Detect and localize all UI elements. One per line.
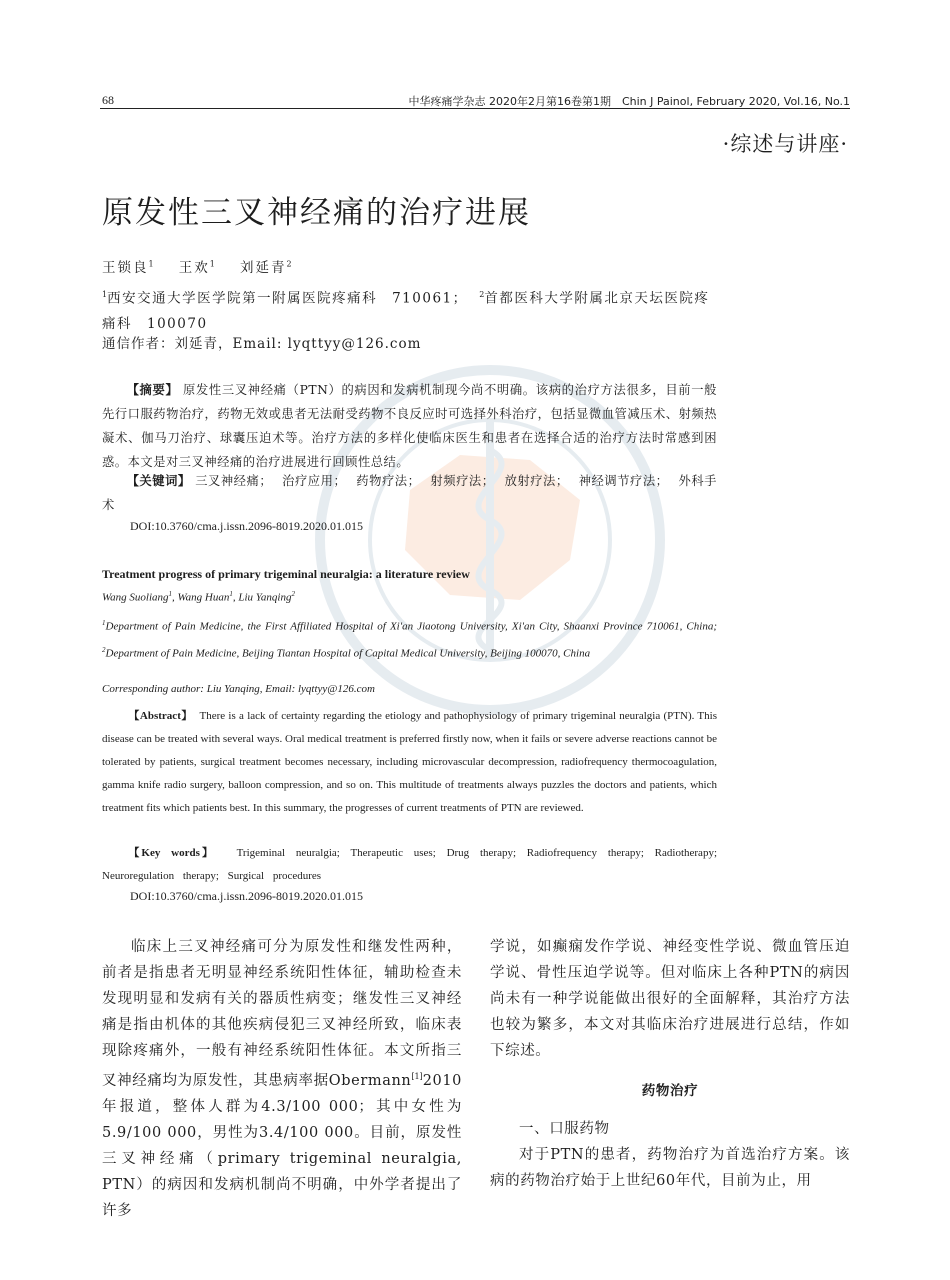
- author-name: 刘延青: [240, 260, 287, 276]
- keyword: 三叉神经痛；: [195, 474, 273, 488]
- authors-zh: [102, 256, 292, 276]
- keyword: 治疗应用；: [282, 474, 347, 488]
- affil-text: 西安交通大学医学院第一附属医院疼痛科 710061；: [107, 290, 468, 307]
- citation-ref[interactable]: [1]: [411, 1072, 423, 1081]
- abstract-zh: [102, 378, 717, 474]
- affil-sup: 2: [479, 290, 485, 299]
- body-text: 临床上三叉神经痛可分为原发性和继发性两种，前者是指患者无明显神经系统阳性体征，辅助检查未发现明显和发病有关的器质性病变；继发性三叉神经痛是指由机体的其他疾病侵犯三叉神经所致，临床表现除疼痛外，一般有神经系统阳性体征。本文所指三叉神经痛均为原发性，其患病率据Obermann: [102, 939, 462, 1089]
- affil-sup: 1: [102, 290, 108, 299]
- author-sup: 1: [209, 259, 215, 269]
- affiliation-en: [102, 612, 717, 665]
- author-sup: 1: [168, 590, 173, 598]
- doi-en[interactable]: DOI:10.3760/cma.j.issn.2096-8019.2020.01.015: [130, 889, 363, 903]
- article-title-en: Treatment progress of primary trigeminal neuralgia: a literature review: [102, 567, 470, 581]
- abstract-en: [102, 705, 717, 820]
- section-label: ·综述与讲座·: [722, 132, 848, 156]
- running-head: 中华疼痛学杂志 2020年2月第16卷第1期 Chin J Painol, February 2020, Vol.16, No.1: [408, 95, 850, 108]
- header-rule: [100, 108, 850, 109]
- authors-en: Wang Suoliang$^1$, Wang Huan$^1$, Liu Yanqing$^2$: [102, 590, 295, 604]
- keyword: 神经调节疗法；: [578, 474, 669, 488]
- body-column-left: [102, 934, 462, 1224]
- author-sup: 1: [148, 259, 154, 269]
- page-number: 68: [102, 93, 114, 107]
- body-paragraph: 对于PTN的患者，药物治疗为首选治疗方案。该病的药物治疗始于上世纪60年代，目前为止，用: [490, 1147, 850, 1189]
- correspondence-zh: 通信作者：刘延青，Email: lyqttyy@126.com: [102, 336, 422, 352]
- author-sup: 2: [286, 259, 292, 269]
- abstract-text: 原发性三叉神经痛（PTN）的病因和发病机制现今尚不明确。该病的治疗方法很多，目前一般先行口服药物治疗，药物无效或患者无法耐受药物不良反应时可选择外科治疗，包括显微血管减压术、射频热凝术、伽马刀治疗、球囊压迫术等。治疗方法的多样化使临床医生和患者在选择合适的治疗方法时常感到困惑。本文是对三叉神经痛的治疗进展进行回顾性总结。: [102, 383, 717, 469]
- affil-text: 首都医科大学附属北京天坛医院疼痛科 100070: [102, 290, 710, 332]
- body-paragraph: [102, 934, 462, 1224]
- keywords-zh: [102, 469, 717, 517]
- keywords-text: Trigeminal neuralgia; Therapeutic uses; Drug therapy; Radiofrequency therapy; Radiotherapy; Neuroregulation therapy; Surgical procedures: [102, 847, 717, 882]
- author-name: Liu Yanqing: [238, 591, 292, 604]
- subsection-heading: 一、口服药物: [519, 1121, 610, 1137]
- affil-text: Department of Pain Medicine, the First Affiliated Hospital of Xi'an Jiaotong University, Xi'an City, Shaanxi Province 710061, China;: [105, 620, 717, 633]
- keyword: 外科手术: [102, 474, 717, 512]
- author-sup: 2: [291, 590, 295, 598]
- abstract-label: 【摘要】: [126, 382, 179, 397]
- article-title-zh: 原发性三叉神经痛的治疗进展: [102, 195, 531, 231]
- section-heading: 药物治疗: [641, 1083, 699, 1099]
- correspondence-en: Corresponding author: Liu Yanqing, Email: lyqttyy@126.com: [102, 683, 375, 695]
- affil-sup: 1: [102, 619, 106, 627]
- affiliation-zh: [102, 282, 722, 337]
- keyword: 药物疗法；: [356, 474, 421, 488]
- author-name: 王锁良: [102, 260, 149, 276]
- keywords-label: 【关键词】: [126, 473, 191, 488]
- body-paragraph: 学说，如癫痫发作学说、神经变性学说、微血管压迫学说、骨性压迫学说等。但对临床上各种PTN的病因尚未有一种学说能做出很好的全面解释，其治疗方法也较为繁多，本文对其临床治疗进展进行总结，作如下综述。: [490, 939, 850, 1059]
- keyword: 放射疗法；: [504, 474, 569, 488]
- keywords-en: [102, 842, 717, 888]
- body-column-right: [490, 934, 850, 1194]
- author-name: 王欢: [178, 260, 210, 276]
- affil-sup: 2: [102, 645, 106, 654]
- affil-text: Department of Pain Medicine, Beijing Tiantan Hospital of Capital Medical University, Beijing 100070, China: [105, 647, 591, 660]
- doi-zh[interactable]: DOI:10.3760/cma.j.issn.2096-8019.2020.01.015: [130, 519, 363, 533]
- author-name: Wang Suoliang: [102, 591, 169, 604]
- abstract-text: There is a lack of certainty regarding the etiology and pathophysiology of primary trigeminal neuralgia (PTN). This disease can be treated with several ways. Oral medical treatment is preferred firstly now, when it fails or severe adverse reactions cannot be tolerated by patients, surgical treatment becomes necessary, including microvascular decompression, radiofrequency thermocoagulation, gamma knife radio surgery, balloon compression, and so on. This multitude of treatments always puzzles the doctors and patients, which treatment fits which patients best. In this summary, the progresses of current treatments of PTN are reviewed.: [102, 710, 717, 814]
- keywords-label: 【Key words】: [128, 847, 215, 859]
- keyword: 射频疗法；: [430, 474, 495, 488]
- author-sup: 1: [229, 590, 233, 598]
- author-name: Wang Huan: [177, 591, 230, 604]
- body-text: 2010年报道，整体人群为4.3/100 000；其中女性为5.9/100 000，男性为3.4/100 000。目前，原发性三叉神经痛（primary trigeminal neuralgia, PTN）的病因和发病机制尚不明确，中外学者提出了许多: [102, 1072, 462, 1219]
- abstract-label: 【Abstract】: [128, 710, 193, 722]
